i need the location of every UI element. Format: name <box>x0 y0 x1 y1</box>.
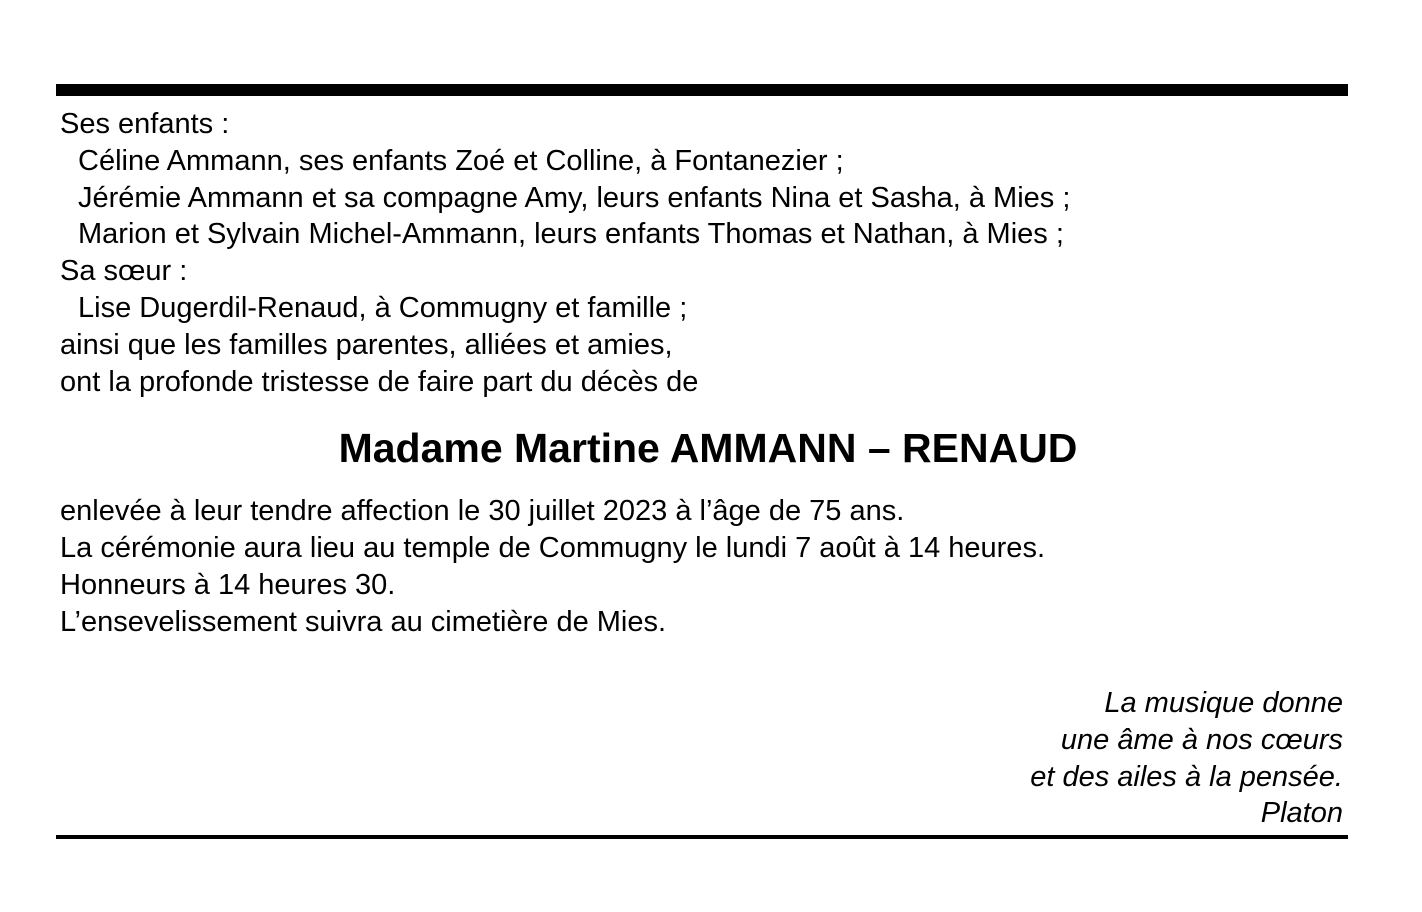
relatives-line: ainsi que les familles parentes, alliées et amies, <box>60 328 673 361</box>
child-entry: Céline Ammann, ses enfants Zoé et Colline, à Fontanezier ; <box>78 144 844 177</box>
sister-entry: Lise Dugerdil-Renaud, à Commugny et famille ; <box>78 291 688 324</box>
children-heading: Ses enfants : <box>60 108 230 140</box>
announcement-line: ont la profonde tristesse de faire part du décès de <box>60 365 699 398</box>
child-entry: Marion et Sylvain Michel-Ammann, leurs enfants Thomas et Nathan, à Mies ; <box>78 218 1064 251</box>
quote <box>1030 685 1343 832</box>
quote-area <box>56 0 1348 912</box>
detail-line: La cérémonie aura lieu au temple de Commugny le lundi 7 août à 14 heures. <box>60 532 1045 565</box>
quote-line: La musique donne <box>1104 687 1343 719</box>
detail-line: enlevée à leur tendre affection le 30 juillet 2023 à l’âge de 75 ans. <box>60 495 905 528</box>
quote-line: une âme à nos cœurs <box>1060 723 1343 756</box>
detail-line: L’ensevelissement suivra au cimetière de Mies. <box>60 605 667 638</box>
detail-line: Honneurs à 14 heures 30. <box>60 568 396 601</box>
sister-heading: Sa sœur : <box>60 255 188 288</box>
deceased-name: Madame Martine AMMANN – RENAUD <box>338 425 1078 472</box>
bottom-rule <box>56 835 1348 839</box>
child-entry: Jérémie Ammann et sa compagne Amy, leurs enfants Nina et Sasha, à Mies ; <box>78 181 1071 214</box>
quote-author: Platon <box>1260 797 1343 830</box>
quote-line: et des ailes à la pensée. <box>1030 760 1343 793</box>
